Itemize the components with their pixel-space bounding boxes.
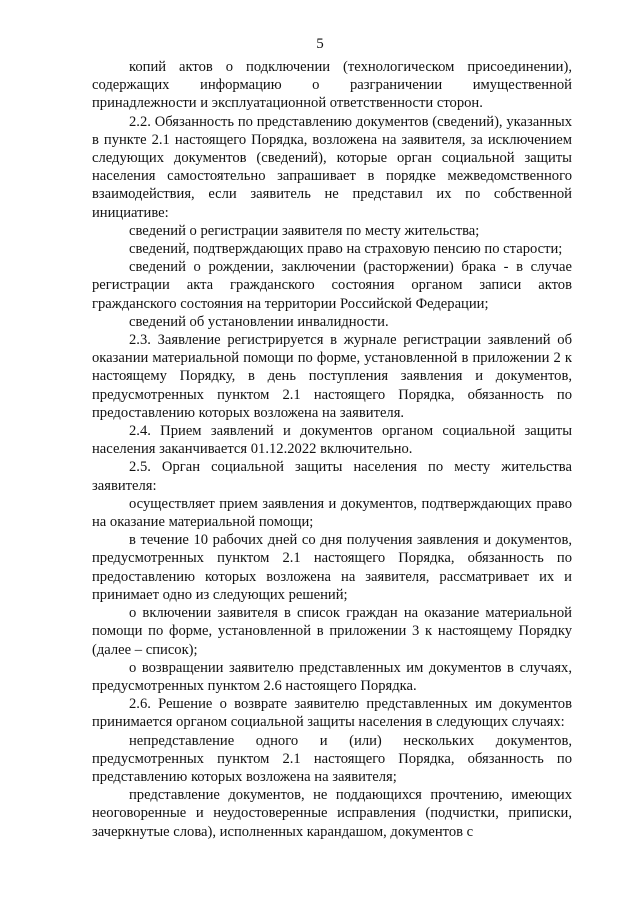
list-item-return-documents: о возвращении заявителю представленных им документов в случаях, предусмотренных пунктом 2.6 настоящего Порядка. bbox=[92, 659, 572, 694]
paragraph-2-4: 2.4. Прием заявлений и документов органом социальной защиты населения заканчивается 01.12.2022 включительно. bbox=[92, 423, 572, 458]
paragraph-copies-acts: копий актов о подключении (технологическом присоединении), содержащих информацию о разграничении имущественной принадлежности и эксплуатационной ответственности сторон. bbox=[92, 59, 572, 112]
list-item-illegible-documents: представление документов, не поддающихся прочтению, имеющих неоговоренные и неудостоверенные исправления (подчистки, приписки, зачеркнутые слова), исполненных карандашом, документов с bbox=[92, 787, 572, 840]
document-body bbox=[92, 58, 572, 841]
page-number: 5 bbox=[316, 36, 324, 52]
list-item-accepts-application: осуществляет прием заявления и документов, подтверждающих право на оказание материальной помощи; bbox=[92, 495, 572, 531]
paragraph-2-2: 2.2. Обязанность по представлению документов (сведений), указанных в пункте 2.1 настоящего Порядка, возложена на заявителя, за исключением следующих документов (сведений), которые орган социальной защиты населения самостоятельно запрашивает в порядке межведомственного взаимодействия, если заявитель не представил их по собственной инициативе: bbox=[92, 113, 572, 221]
list-item-include-in-list: о включении заявителя в список граждан на оказание материальной помощи по форме, установленной в приложении 3 к настоящему Порядку (далее – список); bbox=[92, 605, 572, 658]
list-item-registration: сведений о регистрации заявителя по месту жительства; bbox=[129, 222, 480, 239]
paragraph-2-6: 2.6. Решение о возврате заявителю представленных им документов принимается органом социальной защиты населения в следующих случаях: bbox=[92, 696, 572, 731]
paragraph-2-5: 2.5. Орган социальной защиты населения по месту жительства заявителя: bbox=[92, 459, 572, 494]
paragraph-2-3: 2.3. Заявление регистрируется в журнале регистрации заявлений об оказании материальной помощи по форме, установленной в приложении 2 к настоящему Порядку, в день поступления заявления и документов, предусмотренных пунктом 2.1 настоящего Порядка, обязанность по предоставлению которых возложена на заявителя. bbox=[92, 332, 572, 421]
list-item-non-submission: непредставление одного и (или) нескольких документов, предусмотренных пунктом 2.1 настоящего Порядка, обязанность по представлению которых возложена на заявителя; bbox=[92, 732, 572, 785]
list-item-disability: сведений об установлении инвалидности. bbox=[129, 313, 389, 330]
list-item-ten-days: в течение 10 рабочих дней со дня получения заявления и документов, предусмотренных пунктом 2.1 настоящего Порядка, обязанность по предоставлению которых возложена на заявителя, рассматривает их и принимает одно из следующих решений; bbox=[92, 532, 572, 603]
list-item-pension: сведений, подтверждающих право на страховую пенсию по старости; bbox=[129, 241, 563, 258]
list-item-birth-marriage: сведений о рождении, заключении (расторжении) брака - в случае регистрации акта гражданского состояния органом записи актов гражданского состояния на территории Российской Федерации; bbox=[92, 259, 572, 312]
